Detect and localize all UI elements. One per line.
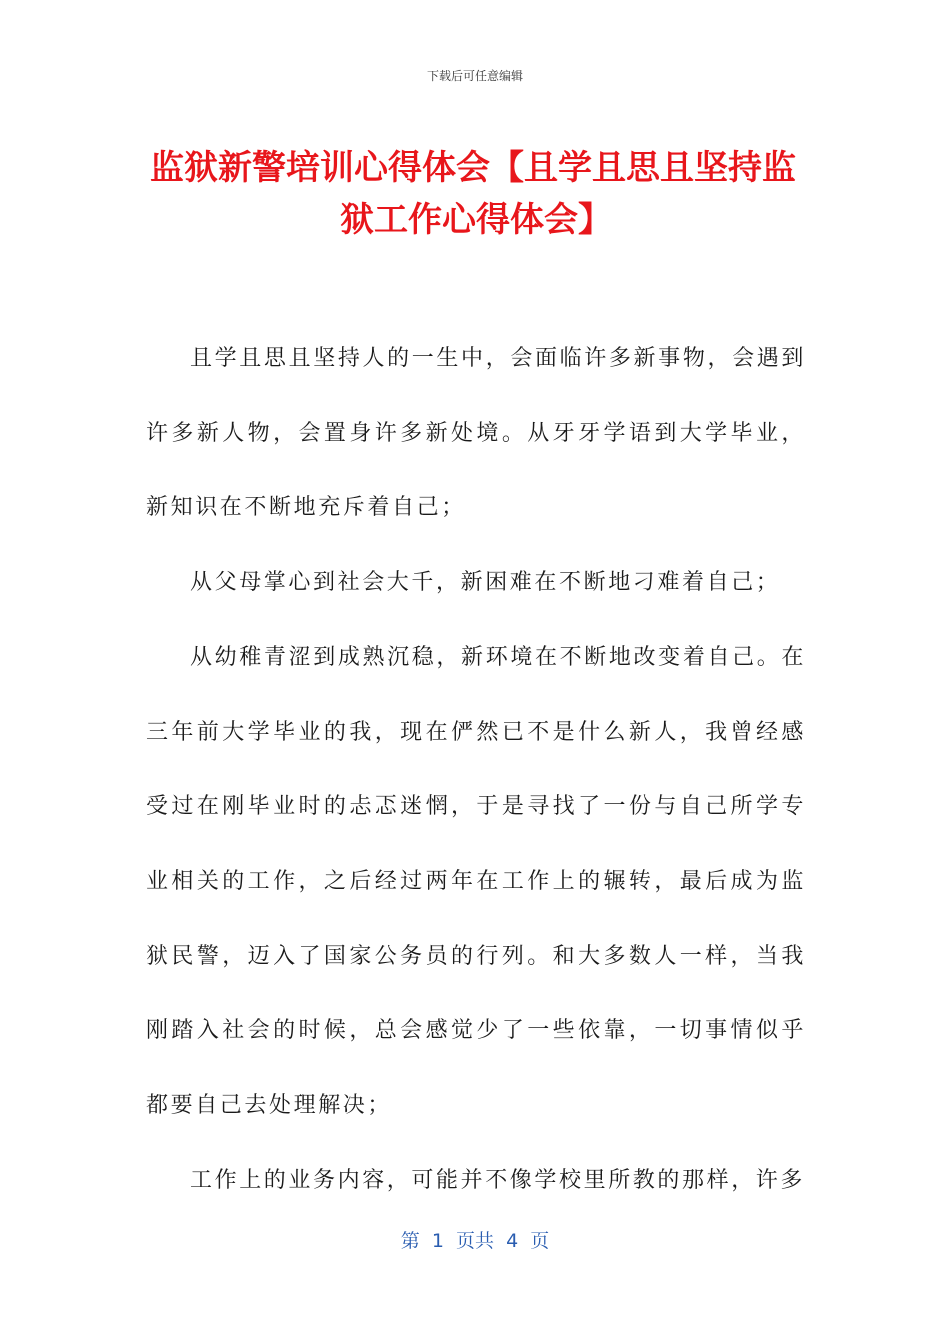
document-title-line-1: 监狱新警培训心得体会【且学且思且坚持监 bbox=[150, 148, 796, 188]
document-title-line-2: 狱工作心得体会】 bbox=[340, 200, 612, 240]
header-note: 下载后可任意编辑 bbox=[426, 69, 523, 83]
paragraph: 工作上的业务内容，可能并不像学校里所教的那样，许多 bbox=[190, 1167, 806, 1193]
paragraph: 从幼稚青涩到成熟沉稳，新环境在不断地改变着自己。在三年前大学毕业的我，现在俨然已不是什么新人，我曾经感受过在刚毕业时的忐忑迷惘，于是寻找了一份与自己所学专业相关的工作，之后经过两年在工作上的辗转，最后成为监狱民警，迈入了国家公务员的行列。和大多数人一样，当我刚踏入社会的时候，总会感觉少了一些依靠，一切事情似乎都要自己去处理解决； bbox=[146, 644, 806, 1119]
paragraph: 从父母掌心到社会大千，新困难在不断地刁难着自己； bbox=[190, 570, 781, 596]
document-body bbox=[146, 322, 806, 1218]
document-title bbox=[150, 142, 810, 246]
paragraph: 且学且思且坚持人的一生中，会面临许多新事物，会遇到许多新人物，会置身许多新处境。从牙牙学语到大学毕业，新知识在不断地充斥着自己； bbox=[146, 346, 806, 521]
page-number-footer: 第 1 页共 4 页 bbox=[400, 1230, 550, 1252]
